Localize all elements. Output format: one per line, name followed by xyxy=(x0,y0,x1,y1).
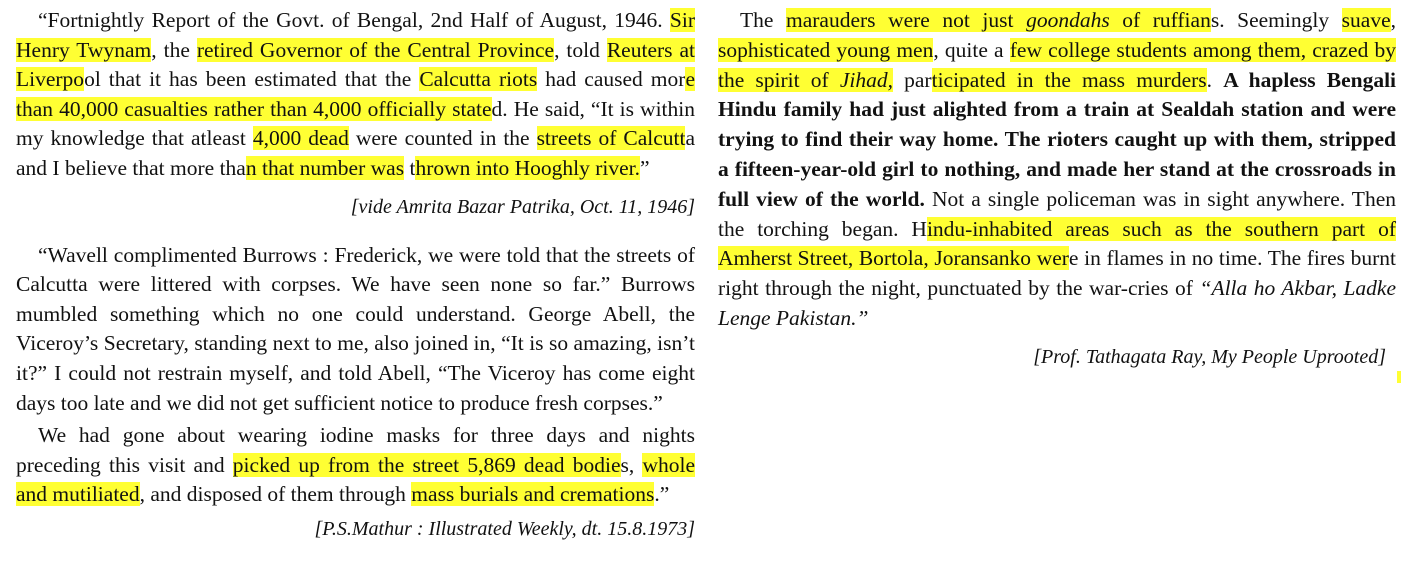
war-cry-quote: “Alla ho Akbar, Ladke Lenge Pakistan.” xyxy=(718,276,1396,330)
highlight: hrown into Hooghly river. xyxy=(415,155,640,180)
highlight: picked up from the street 5,869 dead bodie xyxy=(232,452,621,477)
text-run: a and I believe that more tha xyxy=(16,126,695,180)
text-run: The xyxy=(740,8,786,32)
text-run: , and disposed of them through xyxy=(139,482,412,507)
highlight: 4,000 dead xyxy=(252,126,349,151)
highlight: n that number was xyxy=(245,155,405,180)
text-run: ol that it has been estimated that the xyxy=(84,67,420,92)
text-run: “Fortnightly Report of the Govt. of Bengal, 2nd Half of August, 1946. xyxy=(38,8,670,32)
text-run: ” xyxy=(639,155,650,180)
text-run: We had gone about wearing iodine masks for three days and nights preceding this visit and xyxy=(16,423,695,477)
highlight: mass burials and cremations xyxy=(411,482,655,507)
text-run: s, xyxy=(620,452,643,477)
citation-my-people-uprooted: [Prof. Tathagata Ray, My People Uprooted] xyxy=(1033,345,1386,368)
text-run: t xyxy=(404,155,416,180)
highlight: suave xyxy=(1341,8,1391,32)
highlight: whole and mutiliated xyxy=(16,452,696,507)
highlight: sophisticated young men xyxy=(718,37,934,62)
text-run: were counted in the xyxy=(348,126,537,151)
text-run: . xyxy=(1206,67,1224,92)
highlight: Reuters at Liverpo xyxy=(16,37,696,92)
text-run: par xyxy=(892,67,932,92)
text-run: Not a single policeman was in sight anywhere. Then the torching began. H xyxy=(718,186,1396,241)
text-run: , told xyxy=(554,37,607,62)
right-column xyxy=(718,6,1396,372)
highlight: ticipated in the mass murders xyxy=(931,67,1207,92)
highlight: of ruffian xyxy=(1109,8,1211,32)
text-run: , the xyxy=(151,37,197,62)
highlight-mark xyxy=(1397,371,1401,383)
text-run: s. Seemingly xyxy=(1210,8,1342,32)
highlight: goondahs xyxy=(1026,8,1110,32)
highlight: streets of Calcutt xyxy=(536,126,686,151)
iodine-masks-paragraph xyxy=(16,421,695,510)
highlight: Jihad, xyxy=(839,67,893,92)
govt-report-paragraph xyxy=(16,6,695,184)
left-column xyxy=(16,6,695,544)
text-run: had caused mor xyxy=(537,67,686,92)
text-run: , xyxy=(1390,8,1396,32)
highlight: few college students among them, crazed by the spirit of xyxy=(718,37,1396,92)
citation-amrita-bazar: [vide Amrita Bazar Patrika, Oct. 11, 1946] xyxy=(350,195,695,218)
bold-passage: A hapless Bengali Hindu family had just alighted from a train at Sealdah station and were trying to find their way home. The rioters caught up with them, stripped a fifteen-year-old girl to nothing, and made her stand at the crossroads in full view of the world. xyxy=(718,67,1397,211)
citation-illustrated-weekly: [P.S.Mathur : Illustrated Weekly, dt. 15.8.1973] xyxy=(314,517,695,540)
text-run: .” xyxy=(654,482,670,507)
highlight: indu-inhabited areas such as the southern part of Amherst Street, Bortola, Joransanko wer xyxy=(718,216,1396,271)
highlight: marauders were not just xyxy=(785,8,1027,32)
highlight: Sir Henry Twynam xyxy=(16,8,695,62)
marauders-paragraph xyxy=(718,6,1396,334)
text-run: e in flames in no time. The fires burnt right through the night, punctuated by the war-cries of xyxy=(718,246,1396,301)
highlight: Calcutta riots xyxy=(419,67,538,92)
text-run: , quite a xyxy=(933,37,1010,62)
text-run: d. He said, “It is within my knowledge that atleast xyxy=(16,96,696,151)
highlight: retired Governor of the Central Province xyxy=(196,37,555,62)
highlight: e than 40,000 casualties rather than 4,000 officially state xyxy=(16,67,695,121)
wavell-paragraph: “Wavell complimented Burrows : Frederick, we were told that the streets of Calcutta were littered with corpses. We have seen none so far.” Burrows mumbled something which no one could understand. George Abell, the Viceroy’s Secretary, standing next to me, also joined in, “It is so amazing, isn’t it?” I could not restrain myself, and told Abell, “The Viceroy has come eight days too late and we did not get sufficient notice to produce fresh corpses.” xyxy=(16,242,695,415)
